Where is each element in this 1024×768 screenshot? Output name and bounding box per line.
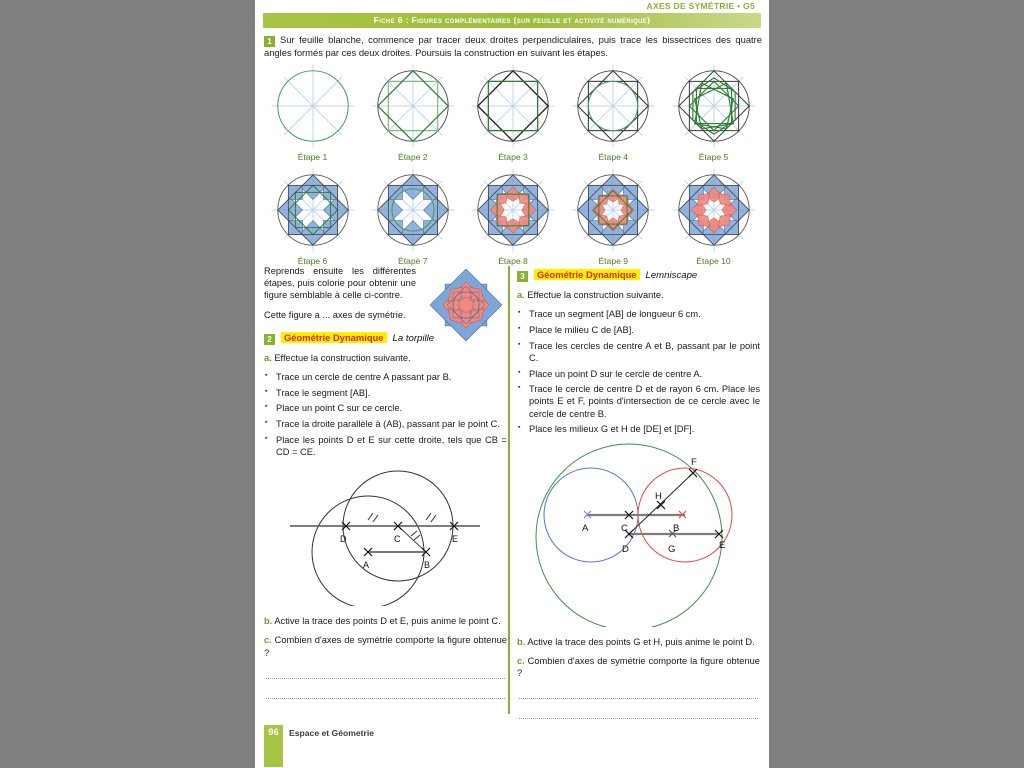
exercise-2-b-letter: b.: [264, 616, 273, 627]
step-figure-4: [566, 62, 661, 166]
exercise-2-c-letter: c.: [264, 635, 272, 646]
torpille-drawing: [280, 464, 492, 606]
lemniscape-label-B: B: [672, 522, 679, 534]
exercise-3-part-a: [517, 289, 760, 301]
step-figure-8: [466, 166, 561, 270]
exercise-2-a-text: Effectue la construction suivante.: [274, 352, 411, 363]
exercise-3-a-letter: a.: [517, 290, 525, 300]
list-item: ▪ Trace le segment [AB].: [264, 387, 507, 399]
step-3-drawing: [469, 62, 557, 150]
step-figure-1: [265, 62, 360, 166]
lemniscape-label-G: G: [667, 543, 675, 555]
step-10-caption: Étape 10: [696, 256, 731, 266]
step-9-drawing: [569, 166, 657, 254]
exercise-1-text: Sur feuille blanche, commence par tracer deux droites perpendiculaires, puis trace les bissectrices des quatre angles formés par ces deux droites. Poursuis la construction en suivant les étapes.: [264, 34, 762, 58]
exercise-3-part-c: [517, 655, 760, 679]
step-figure-2: [365, 62, 460, 166]
exercise-3-b-letter: b.: [517, 636, 526, 647]
step-figure-6: [265, 166, 360, 270]
exercise-3-subtitle: Lemniscape: [645, 270, 698, 281]
step-figure-7: [365, 166, 460, 270]
exercise-1-instruction: [264, 34, 762, 59]
exercise-2-subtitle: La torpille: [392, 332, 435, 344]
exercise-2-tag: Géométrie Dynamique: [281, 332, 387, 343]
exercise-2-part-a: [264, 352, 507, 364]
exercise-3-badge: 3: [517, 271, 528, 282]
step-figure-10: [666, 166, 761, 270]
lemniscape-drawing: [521, 442, 757, 627]
list-item: ▪ Place les milieux G et H de [DE] et [DF].: [517, 423, 760, 435]
exercise-3-tag: Géométrie Dynamique: [534, 269, 640, 280]
step-9-caption: Étape 9: [598, 256, 629, 266]
symmetry-axes-question: Cette figure a ... axes de symétrie.: [264, 309, 406, 320]
colorie-instruction: Reprends ensuite les différentes étapes, puis colorie pour obtenir une figure semblable à celle ci-contre.: [264, 266, 416, 301]
list-item: ▪ Trace la droite parallèle à (AB), passant par le point C.: [264, 418, 507, 430]
step-7-drawing: [369, 166, 457, 254]
exercise-2-badge: 2: [264, 334, 275, 345]
list-item: ▪ Trace un segment [AB] de longueur 6 cm.: [517, 308, 760, 320]
answer-line[interactable]: [519, 718, 758, 719]
step-8-caption: Étape 8: [498, 256, 528, 266]
column-divider: [508, 266, 510, 714]
step-figure-9: [566, 166, 661, 270]
fiche-banner-label: Fiche 6 : Figures complémentaires (sur feuille et activité numérique): [373, 15, 651, 25]
list-item: ▪ Trace le cercle de centre D et de rayon 6 cm. Place les points E et F, points d'intersection de ce cercle avec le cercle de centre B.: [517, 383, 760, 420]
step-10-drawing: [670, 166, 758, 254]
exercise-1-badge: 1: [264, 36, 275, 47]
rosette-drawing: [430, 269, 502, 341]
exercise-2-a-letter: a.: [264, 352, 272, 363]
exercise-3-steps-list: [517, 308, 760, 435]
step-6-caption: Étape 6: [297, 256, 328, 266]
answer-line[interactable]: [266, 678, 505, 679]
footer-section-title: Espace et Géometrie: [289, 728, 375, 738]
lemniscape-label-H: H: [654, 490, 662, 502]
step-1-drawing: [269, 62, 357, 150]
page-number: 96: [264, 725, 283, 767]
list-item: ▪ Trace les cercles de centre A et B, passant par le point C.: [517, 340, 760, 364]
step-2-drawing: [369, 62, 457, 150]
torpille-figure: [264, 464, 507, 611]
exercise-3-part-b: [517, 636, 760, 648]
exercise-2-b-text: Active la trace des points D et E, puis anime le point C.: [274, 616, 501, 627]
step-5-drawing: [670, 62, 758, 150]
lemniscape-label-C: C: [620, 522, 628, 534]
step-3-caption: Étape 3: [498, 152, 528, 162]
step-5-caption: Étape 5: [698, 152, 729, 162]
steps-row-2: [265, 166, 761, 270]
lemniscape-label-F: F: [690, 456, 697, 468]
exercise-3-a-text: Effectue la construction suivante.: [527, 290, 664, 300]
exercise-2-part-b: [264, 615, 507, 627]
answer-line[interactable]: [519, 698, 758, 699]
answer-line[interactable]: [266, 698, 505, 699]
lemniscape-label-D: D: [621, 543, 629, 555]
list-item: ▪ Place un point D sur le cercle de centre A.: [517, 368, 760, 380]
step-4-caption: Étape 4: [598, 152, 629, 162]
step-4-drawing: [569, 62, 657, 150]
exercise-3-b-text: Active la trace des points G et H, puis anime le point D.: [527, 636, 755, 647]
exercise-2-steps-list: [264, 371, 507, 458]
exercise-2-part-c: [264, 634, 507, 658]
left-column: [264, 265, 507, 699]
step-6-drawing: [269, 166, 357, 254]
exercise-3-c-letter: c.: [517, 655, 525, 666]
exercise-3-heading: [517, 265, 760, 283]
torpille-label-A: A: [362, 560, 369, 571]
right-column: [517, 265, 760, 719]
lemniscape-figure: [517, 442, 760, 632]
exercise-2-c-text: Combien d'axes de symétrie comporte la figure obtenue ?: [264, 635, 507, 658]
steps-gallery: [265, 62, 761, 270]
list-item: ▪ Trace un cercle de centre A passant par B.: [264, 371, 507, 383]
step-2-caption: Étape 2: [397, 152, 428, 162]
fiche-banner: [263, 13, 761, 28]
list-item: ▪ Place les points D et E sur cette droite, tels que CB = CD = CE.: [264, 434, 507, 458]
torpille-label-C: C: [393, 534, 400, 545]
list-item: ▪ Place le milieu C de [AB].: [517, 324, 760, 336]
torpille-label-D: D: [339, 534, 346, 545]
chapter-header: AXES DE SYMÉTRIE • G5: [646, 1, 755, 11]
worksheet-page: [255, 0, 769, 768]
step-7-caption: Étape 7: [397, 256, 428, 266]
step-figure-5: [666, 62, 761, 166]
lemniscape-label-E: E: [718, 539, 725, 551]
steps-row-1: [265, 62, 761, 166]
list-item: ▪ Place un point C sur ce cercle.: [264, 402, 507, 414]
torpille-label-B: B: [423, 560, 430, 571]
step-figure-3: [466, 62, 561, 166]
step-8-drawing: [469, 166, 557, 254]
torpille-label-E: E: [451, 534, 458, 545]
rosette-figure: [430, 269, 502, 346]
lemniscape-label-A: A: [581, 522, 588, 534]
step-1-caption: Étape 1: [297, 152, 328, 162]
exercise-3-c-text: Combien d'axes de symétrie comporte la figure obtenue ?: [517, 655, 760, 678]
